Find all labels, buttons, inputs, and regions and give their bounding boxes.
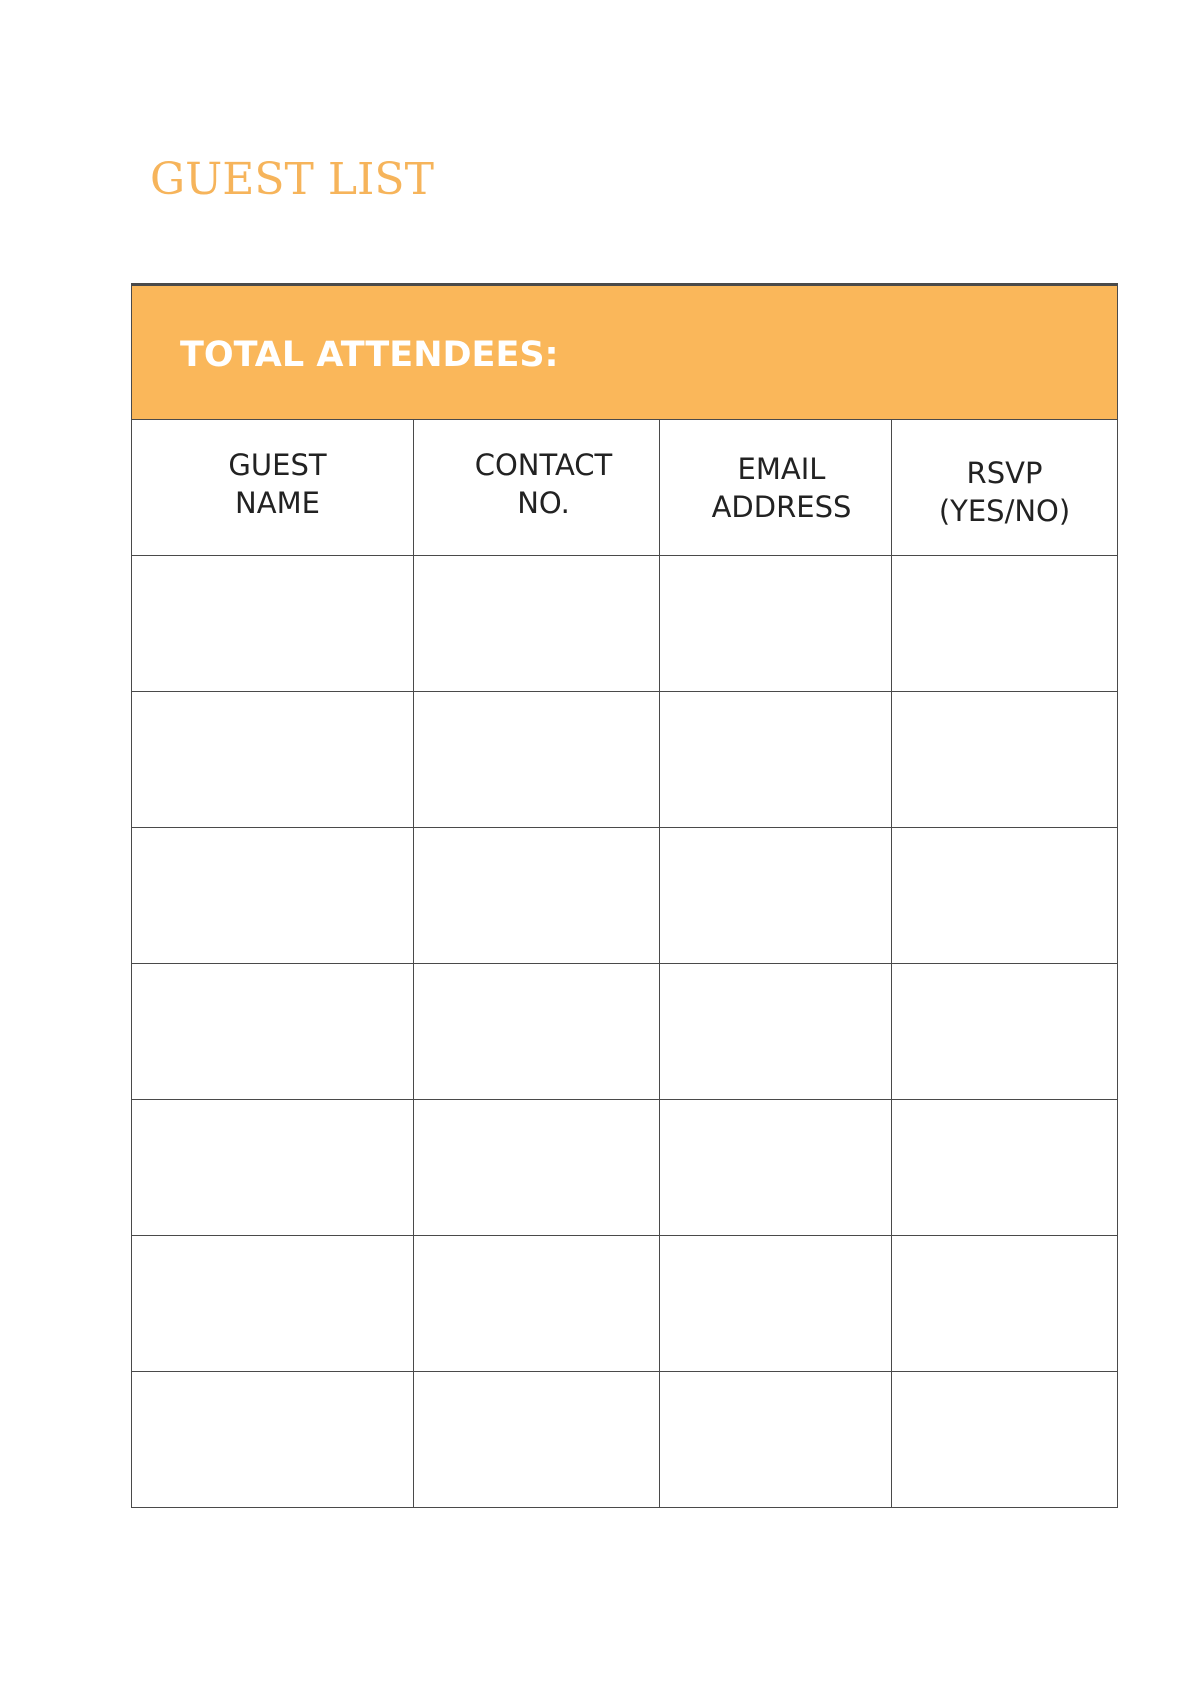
total-attendees-label: TOTAL ATTENDEES: — [180, 334, 559, 375]
table-row — [132, 692, 1118, 828]
column-header-guest-name — [132, 420, 414, 556]
email-address-cell[interactable] — [660, 1372, 892, 1508]
guest-name-cell[interactable] — [132, 1372, 414, 1508]
column-header-label: GUEST NAME — [228, 447, 327, 520]
guest-name-cell[interactable] — [132, 1100, 414, 1236]
contact-no-cell[interactable] — [414, 964, 660, 1100]
page-title: GUEST LIST — [150, 154, 434, 205]
guest-name-cell[interactable] — [132, 692, 414, 828]
column-header-rsvp — [892, 420, 1118, 556]
contact-no-cell[interactable] — [414, 1100, 660, 1236]
email-address-cell[interactable] — [660, 828, 892, 964]
total-attendees-row — [132, 285, 1118, 420]
table-header-row — [132, 420, 1118, 556]
contact-no-cell[interactable] — [414, 556, 660, 692]
table-row — [132, 556, 1118, 692]
rsvp-cell[interactable] — [892, 556, 1118, 692]
column-header-contact-no — [414, 420, 660, 556]
guest-rows — [132, 556, 1118, 1508]
table-row — [132, 828, 1118, 964]
column-header-label: RSVP (YES/NO) — [938, 455, 1071, 528]
total-attendees-cell[interactable] — [132, 285, 1118, 420]
rsvp-cell[interactable] — [892, 1236, 1118, 1372]
email-address-cell[interactable] — [660, 556, 892, 692]
column-header-label: CONTACT NO. — [474, 447, 613, 520]
guest-name-cell[interactable] — [132, 828, 414, 964]
guest-name-cell[interactable] — [132, 1236, 414, 1372]
column-header-label: EMAIL ADDRESS — [711, 451, 852, 524]
guest-name-cell[interactable] — [132, 556, 414, 692]
contact-no-cell[interactable] — [414, 692, 660, 828]
table-row — [132, 964, 1118, 1100]
rsvp-cell[interactable] — [892, 964, 1118, 1100]
rsvp-cell[interactable] — [892, 1372, 1118, 1508]
contact-no-cell[interactable] — [414, 1236, 660, 1372]
rsvp-cell[interactable] — [892, 828, 1118, 964]
rsvp-cell[interactable] — [892, 1100, 1118, 1236]
email-address-cell[interactable] — [660, 692, 892, 828]
rsvp-cell[interactable] — [892, 692, 1118, 828]
table-row — [132, 1372, 1118, 1508]
email-address-cell[interactable] — [660, 964, 892, 1100]
contact-no-cell[interactable] — [414, 828, 660, 964]
table-row — [132, 1100, 1118, 1236]
column-header-email-address — [660, 420, 892, 556]
email-address-cell[interactable] — [660, 1100, 892, 1236]
guest-name-cell[interactable] — [132, 964, 414, 1100]
table-row — [132, 1236, 1118, 1372]
email-address-cell[interactable] — [660, 1236, 892, 1372]
contact-no-cell[interactable] — [414, 1372, 660, 1508]
guest-list-table — [131, 283, 1118, 1508]
